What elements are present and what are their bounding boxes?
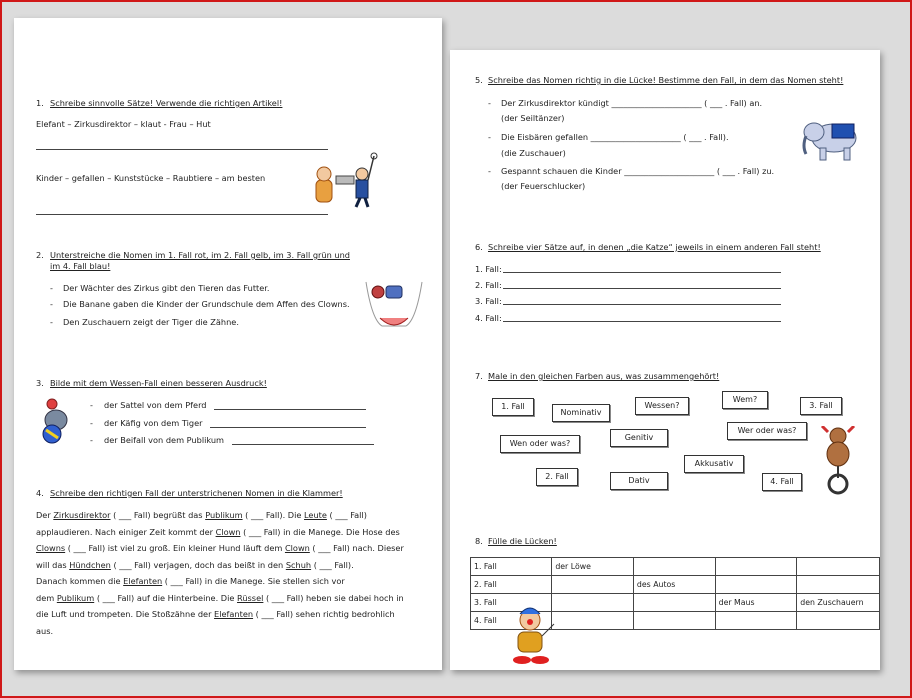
- underlined-noun: Rüssel: [237, 592, 264, 603]
- match-box[interactable]: Wer oder was?: [727, 422, 807, 440]
- underlined-noun: Elefanten: [214, 609, 254, 619]
- paragraph-text: ( ___ Fall) verjagen, doch das beißt in den: [110, 559, 286, 570]
- fill-cell[interactable]: [797, 576, 880, 594]
- paragraph-text: dem: [36, 592, 57, 603]
- match-box[interactable]: 1. Fall: [492, 398, 534, 416]
- paragraph-line: [36, 573, 428, 590]
- paragraph-text: aus.: [36, 625, 54, 636]
- answer-line: [214, 409, 366, 410]
- section-3-number: 3.: [36, 378, 44, 388]
- section-4-number: 4.: [36, 488, 44, 498]
- match-box[interactable]: Wem?: [722, 391, 768, 409]
- fill-cell: der Löwe: [552, 558, 634, 576]
- paragraph-text: ( ___ Fall) auf die Hinterbeine. Die: [94, 592, 238, 603]
- section-3-heading: Bilde mit dem Wessen-Fall einen besseren Ausdruck!: [50, 378, 267, 388]
- answer-line: [36, 214, 328, 215]
- fill-cell[interactable]: [552, 612, 634, 630]
- section-7-heading: Male in den gleichen Farben aus, was zusammengehört!: [488, 371, 720, 381]
- section-6-label: 2. Fall:: [475, 280, 502, 290]
- match-box[interactable]: 3. Fall: [800, 397, 842, 415]
- match-box[interactable]: Wessen?: [635, 397, 689, 415]
- unicycle-bear-illustration: [818, 426, 860, 496]
- section-8-number: 8.: [475, 536, 483, 546]
- match-box[interactable]: Dativ: [610, 472, 668, 490]
- fill-cell[interactable]: [552, 594, 634, 612]
- paragraph-text: ( ___ Fall) heben sie dabei hoch in: [263, 592, 404, 603]
- answer-line: [36, 149, 328, 150]
- fill-cell: der Maus: [715, 594, 797, 612]
- paragraph-text: ( ___ Fall) ist viel zu groß. Ein kleiner Hund läuft dem: [65, 543, 285, 553]
- clown-illustration: [506, 606, 558, 666]
- fill-cell[interactable]: [552, 576, 634, 594]
- section-6-label: 1. Fall:: [475, 264, 502, 274]
- paragraph-text: ( ___ Fall) in die Manege. Sie stellen sich vor: [162, 576, 345, 586]
- paragraph-line: [36, 507, 428, 524]
- trapeze-artist-illustration: [362, 280, 426, 330]
- section-2-item: Den Zuschauern zeigt der Tiger die Zähne.: [63, 317, 239, 327]
- underlined-noun: Leute: [304, 510, 327, 520]
- case-label-cell: 2. Fall: [471, 576, 552, 594]
- fill-cell[interactable]: [715, 576, 797, 594]
- paragraph-text: ( ___ Fall).: [311, 559, 354, 570]
- answer-line: [503, 304, 781, 305]
- answer-line: [232, 444, 374, 445]
- paragraph-line: [36, 524, 428, 541]
- paragraph-line: [36, 590, 428, 607]
- section-5-item: Die Eisbären gefallen ______________________ ( ___ . Fall).: [501, 132, 729, 142]
- fill-cell: den Zuschauern: [797, 594, 880, 612]
- answer-line: [503, 288, 781, 289]
- section-1-words-1: Elefant – Zirkusdirektor – klaut - Frau – Hut: [36, 119, 211, 129]
- elephant-illustration: [800, 112, 866, 164]
- section-1-heading: Schreibe sinnvolle Sätze! Verwende die richtigen Artikel!: [50, 98, 283, 108]
- paragraph-text: Danach kommen die: [36, 576, 124, 586]
- section-2-heading-line1: Unterstreiche die Nomen im 1. Fall rot, im 2. Fall gelb, im 3. Fall grün und: [50, 250, 350, 260]
- match-box[interactable]: 2. Fall: [536, 468, 578, 486]
- section-5-item: Der Zirkusdirektor kündigt ______________________ ( ___ . Fall) an.: [501, 98, 763, 108]
- section-5-heading: Schreibe das Nomen richtig in die Lücke! Bestimme den Fall, in dem das Nomen steht!: [488, 75, 844, 85]
- table-row: [471, 576, 880, 594]
- section-3-item: der Sattel von dem Pferd: [104, 400, 207, 410]
- match-box[interactable]: 4. Fall: [762, 473, 802, 491]
- paragraph-text: Der: [36, 510, 54, 520]
- answer-line: [503, 272, 781, 273]
- case-label-cell: 4. Fall: [471, 612, 552, 630]
- fill-cell[interactable]: [633, 612, 715, 630]
- paragraph-text: will das: [36, 559, 70, 570]
- section-3-item: der Käfig von dem Tiger: [104, 418, 203, 428]
- match-box[interactable]: Genitiv: [610, 429, 668, 447]
- section-2-heading-line2: im 4. Fall blau!: [50, 261, 111, 271]
- match-box[interactable]: Wen oder was?: [500, 435, 580, 453]
- seal-on-ball-illustration: [38, 398, 78, 444]
- section-6-heading: Schreibe vier Sätze auf, in denen „die Katze“ jeweils in einem anderen Fall steht!: [488, 242, 821, 252]
- section-6-number: 6.: [475, 242, 483, 252]
- fill-cell[interactable]: [797, 612, 880, 630]
- section-4-paragraph: [36, 507, 428, 639]
- fill-cell[interactable]: [797, 558, 880, 576]
- underlined-noun: Publikum: [205, 510, 243, 520]
- section-6-label: 4. Fall:: [475, 313, 502, 323]
- underlined-noun: Clown: [215, 526, 241, 537]
- paragraph-text: ( ___ Fall) sehen richtig bedrohlich: [253, 609, 395, 619]
- paragraph-text: ( ___ Fall) begrüßt das: [110, 510, 206, 520]
- paragraph-text: applaudieren. Nach einiger Zeit kommt der: [36, 526, 216, 537]
- table-row: [471, 558, 880, 576]
- match-box[interactable]: Akkusativ: [684, 455, 744, 473]
- section-5-item: Gespannt schauen die Kinder ______________________ ( ___ . Fall) zu.: [501, 166, 775, 176]
- section-1-number: 1.: [36, 98, 44, 108]
- paragraph-line: [36, 540, 428, 557]
- paragraph-text: die Luft und trompeten. Die Stoßzähne der: [36, 609, 215, 619]
- match-box[interactable]: Nominativ: [552, 404, 610, 422]
- clown-juggler-illustration: [310, 150, 378, 208]
- section-1-words-2: Kinder – gefallen – Kunststücke – Raubtiere – am besten: [36, 173, 266, 183]
- underlined-noun: Clown: [284, 543, 310, 553]
- underlined-noun: Publikum: [56, 592, 95, 603]
- fill-cell[interactable]: [715, 612, 797, 630]
- case-label-cell: 1. Fall: [471, 558, 552, 576]
- section-3-item: der Beifall von dem Publikum: [104, 435, 225, 445]
- underlined-noun: Clowns: [36, 543, 66, 553]
- underlined-noun: Elefanten: [123, 576, 163, 586]
- section-8-heading: Fülle die Lücken!: [488, 536, 557, 546]
- worksheet-page-right: 5. Schreibe das Nomen richtig in die Lücke! Bestimme den Fall, in dem das Nomen steht! - Der Zirkusdirektor kündigt ______________________ ( ___ . Fall) an. (der Seiltänzer) - Die Eisbären gefallen ______________________ ( ___ . Fall). (die Zuschauer) - Gespannt schauen die Kinder ______________________ ( ___ . Fall) zu. (der Feuerschlucker) 6. Schreibe vier Sätze auf, in denen „die Katze“ jeweils in einem anderen Fall steht! 1. Fall: 2. Fall: 3. Fall: 4. Fall: 7. Male in den gleichen Farben aus, was zusammengehört! 1. Fall Nominativ Wessen? Wem? 3. Fall Genitiv Wer oder was? Wen oder was? Akkusativ 2. Fall Dativ 4. Fall 8. Fülle die Lücken! 1. Fall der Löwe 2. Fall des Autos 3. Fall der Maus den Zuschauern 4. Fall: [450, 50, 880, 670]
- paragraph-text: ( ___ Fall) nach. Dieser: [309, 543, 404, 553]
- case-label-cell: 3. Fall: [471, 594, 552, 612]
- paragraph-line: [36, 606, 428, 623]
- paragraph-text: ( ___ Fall). Die: [242, 510, 305, 520]
- section-5-hint: (die Zuschauer): [501, 148, 566, 158]
- paragraph-text: ( ___ Fall) in die Manege. Die Hose des: [240, 526, 400, 537]
- answer-line: [210, 427, 366, 428]
- fill-cell: des Autos: [633, 576, 715, 594]
- paragraph-line: [36, 557, 428, 574]
- paragraph-text: ( ___ Fall): [326, 510, 367, 520]
- underlined-noun: Hündchen: [69, 559, 111, 570]
- fill-cell[interactable]: [633, 594, 715, 612]
- underlined-noun: Zirkusdirektor: [53, 510, 111, 520]
- section-5-hint: (der Feuerschlucker): [501, 181, 586, 191]
- worksheet-page-left: 1. Schreibe sinnvolle Sätze! Verwende die richtigen Artikel! Elefant – Zirkusdirektor – klaut - Frau – Hut Kinder – gefallen – Kunststücke – Raubtiere – am besten 2. Unterstreiche die Nomen im 1. Fall rot, im 2. Fall gelb, im 3. Fall grün und im 4. Fall blau! - Der Wächter des Zirkus gibt den Tieren das Futter. - Die Banane gaben die Kinder der Grundschule dem Affen des Clowns. - Den Zuschauern zeigt der Tiger die Zähne. 3. Bilde mit dem Wessen-Fall einen besseren Ausdruck! - der Sattel von dem Pferd - der Käfig von dem Tiger - der Beifall von dem Publikum 4. Schreibe den richtigen Fall der unterstrichenen Nomen in die Klammer! Der Zirkusdirektor ( ___ Fall) begrüßt das Publikum ( ___ Fall). Die Leute ( ___ Fall) applaudieren. Nach einiger Zeit kommt der Clown ( ___ Fall) in die Manege. Die Hose des Clowns ( ___ Fall) ist viel zu groß. Ein kleiner Hund läuft dem Clown ( ___ Fall) nach. Dieser will das Hündchen ( ___ Fall) verjagen, doch das beißt in den Schuh ( ___ Fall). Danach kommen die Elefanten ( ___ Fall) in die Manege. Sie stellen sich vor dem Publikum ( ___ Fall) auf die Hinterbeine. Die Rüssel ( ___ Fall) heben sie dabei hoch in die Luft und trompeten. Die Stoßzähne der Elefanten ( ___ Fall) sehen richtig bedrohlich aus.: [14, 18, 442, 670]
- section-6-label: 3. Fall:: [475, 296, 502, 306]
- underlined-noun: Schuh: [285, 559, 312, 570]
- section-5-number: 5.: [475, 75, 483, 85]
- section-2-item: Der Wächter des Zirkus gibt den Tieren das Futter.: [63, 283, 270, 293]
- answer-line: [503, 321, 781, 322]
- paragraph-line: [36, 623, 428, 640]
- section-2-item: Die Banane gaben die Kinder der Grundschule dem Affen des Clowns.: [63, 299, 350, 309]
- section-7-number: 7.: [475, 371, 483, 381]
- section-4-heading: Schreibe den richtigen Fall der unterstrichenen Nomen in die Klammer!: [50, 488, 343, 498]
- fill-cell[interactable]: [633, 558, 715, 576]
- section-2-number: 2.: [36, 250, 44, 260]
- fill-cell[interactable]: [715, 558, 797, 576]
- section-5-hint: (der Seiltänzer): [501, 113, 565, 123]
